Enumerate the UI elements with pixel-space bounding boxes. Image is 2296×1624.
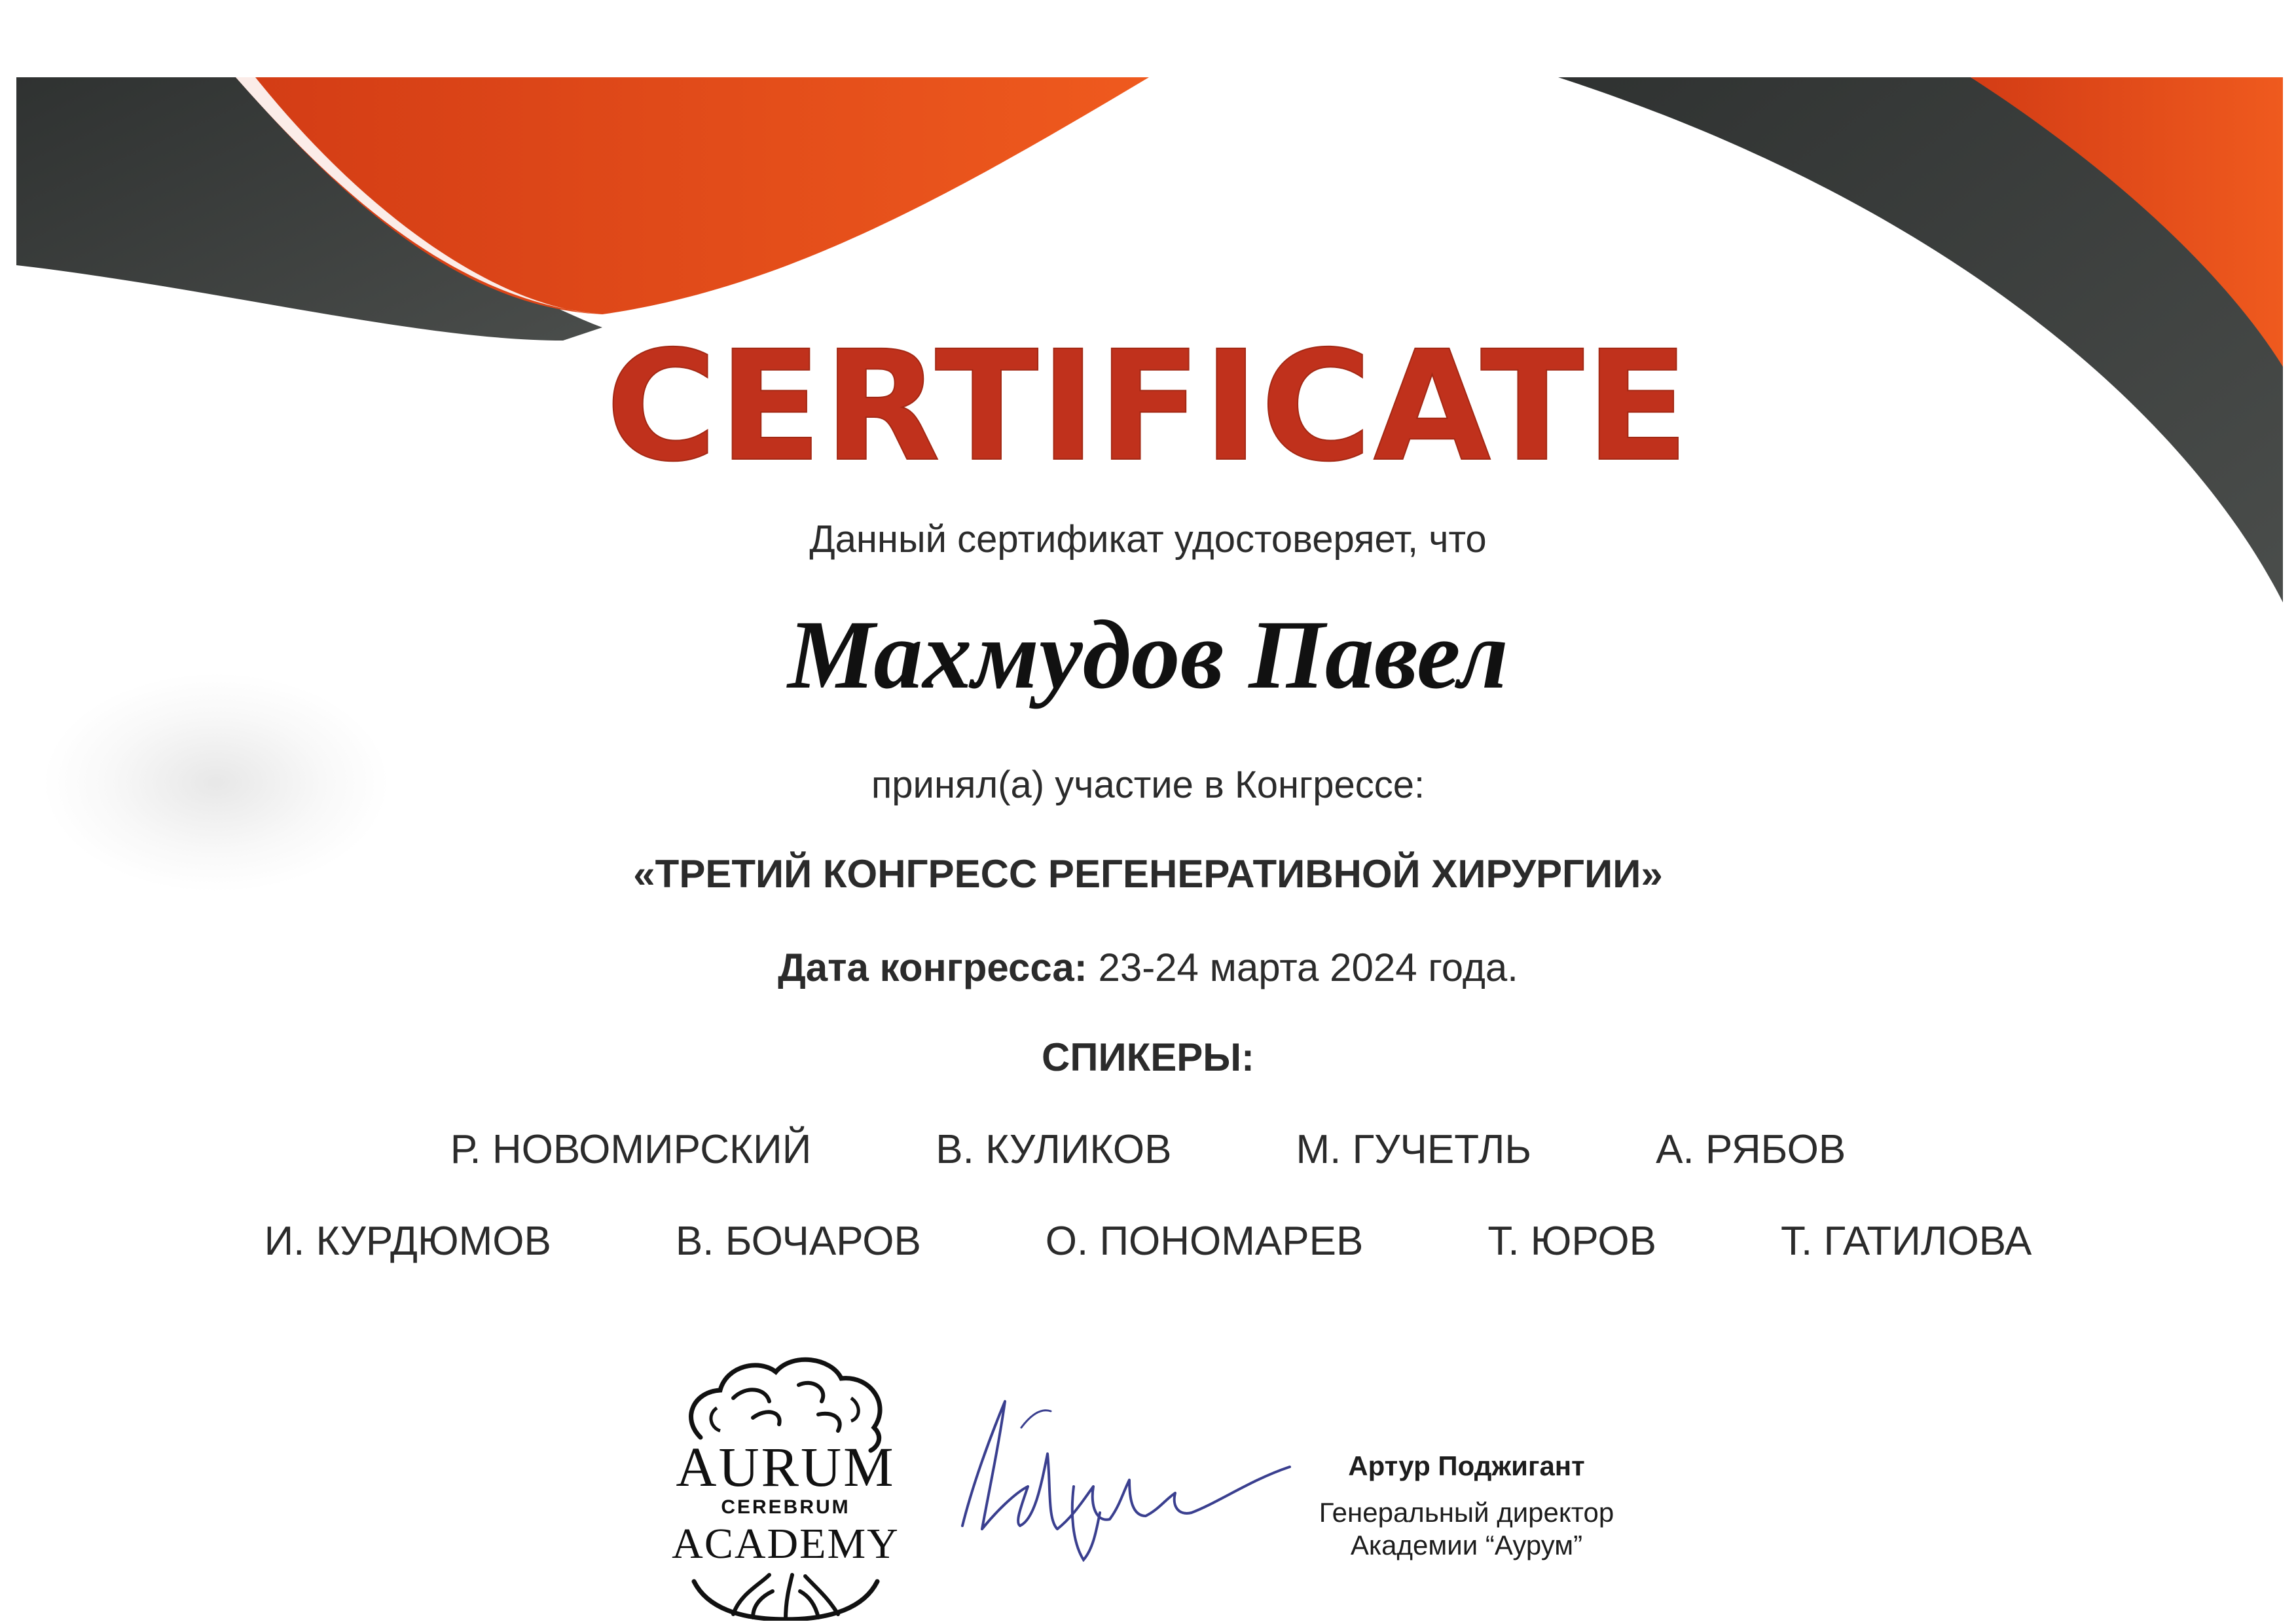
aurum-academy-logo bbox=[655, 1339, 917, 1621]
speakers-row-2 bbox=[0, 1221, 2296, 1262]
event-name: «ТРЕТИЙ КОНГРЕСС РЕГЕНЕРАТИВНОЙ ХИРУРГИИ» bbox=[633, 852, 1663, 896]
logo-text-cerebrum: CEREBRUM bbox=[721, 1496, 850, 1518]
speaker-name: Т. ГАТИЛОВА bbox=[1781, 1219, 2032, 1264]
signatory-name: Артур Поджигант bbox=[1348, 1450, 1585, 1481]
speaker-name: В. БОЧАРОВ bbox=[675, 1219, 921, 1264]
logo-text-academy: ACADEMY bbox=[672, 1520, 900, 1568]
speaker-name: Т. ЮРОВ bbox=[1487, 1219, 1656, 1264]
certificate-title: CERTIFICATE bbox=[606, 318, 1690, 495]
recipient-name: Махмудов Павел bbox=[788, 600, 1508, 709]
participation-text: принял(а) участие в Конгрессе: bbox=[871, 764, 1425, 806]
speaker-name: О. ПОНОМАРЕВ bbox=[1045, 1219, 1364, 1264]
event-date bbox=[0, 948, 2296, 987]
speakers-row-1 bbox=[0, 1127, 2296, 1172]
signatory-role-line-1: Генеральный директор bbox=[1319, 1497, 1614, 1528]
intro-text: Данный сертификат удостоверяет, что bbox=[809, 518, 1487, 561]
signatory-block bbox=[1270, 1450, 1663, 1562]
speaker-name: Р. НОВОМИРСКИЙ bbox=[450, 1127, 812, 1172]
signatory-role bbox=[1270, 1496, 1663, 1562]
speakers-title: СПИКЕРЫ: bbox=[1042, 1035, 1254, 1079]
date-label: Дата конгресса: bbox=[778, 946, 1087, 989]
speaker-name: М. ГУЧЕТЛЬ bbox=[1296, 1127, 1532, 1172]
signature bbox=[943, 1388, 1296, 1585]
speaker-name: В. КУЛИКОВ bbox=[936, 1127, 1172, 1172]
speaker-name: И. КУРДЮМОВ bbox=[264, 1219, 551, 1264]
logo-text-aurum: AURUM bbox=[676, 1435, 896, 1498]
speaker-name: А. РЯБОВ bbox=[1656, 1127, 1846, 1172]
signatory-role-line-2: Академии “Аурум” bbox=[1350, 1530, 1583, 1561]
date-value: 23-24 марта 2024 года. bbox=[1098, 946, 1518, 989]
